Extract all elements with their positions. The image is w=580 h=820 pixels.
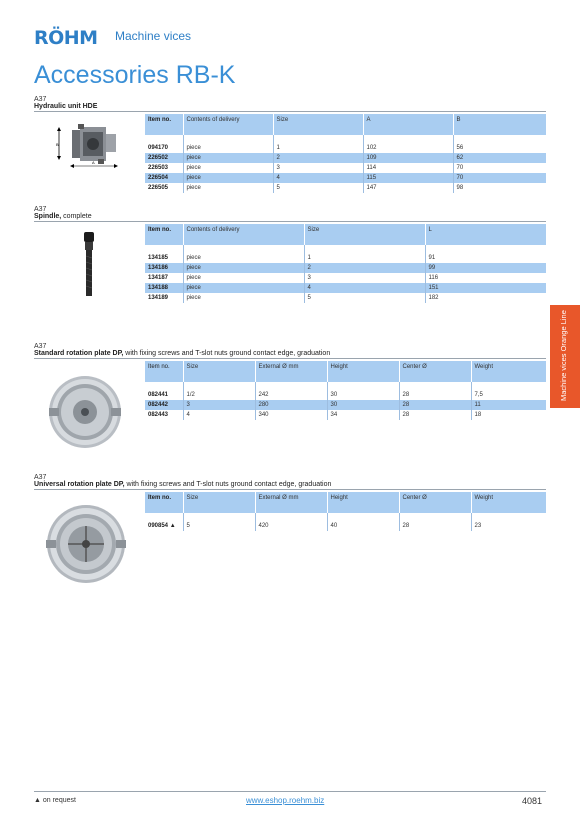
table-cell: 5 [183, 521, 255, 531]
column-header: Item no. [145, 492, 183, 513]
item-number: 226502 [145, 153, 183, 163]
table-row [145, 400, 546, 410]
brand-logo-text: RÖHM [34, 27, 98, 49]
table-cell: 3 [273, 163, 363, 173]
table-cell: 28 [399, 410, 471, 420]
table-cell: 2 [304, 263, 425, 273]
section-code: A37 [34, 96, 47, 103]
side-category-label: Machine vices Orange Line [559, 310, 568, 401]
item-number: 082442 [145, 400, 183, 410]
table-cell: piece [183, 173, 273, 183]
table-cell: 70 [453, 163, 546, 173]
page-title: Accessories RB-K [34, 61, 236, 89]
table-cell: 56 [453, 143, 546, 153]
column-header: Contents of delivery [183, 114, 273, 135]
item-number: 082443 [148, 412, 169, 418]
hydraulic-unit-image [50, 122, 130, 172]
column-header: Contents of delivery [183, 224, 304, 245]
table-cell: piece [183, 183, 273, 193]
column-header: Size [183, 361, 255, 382]
item-number: 082441 [148, 392, 169, 398]
column-header: External Ø mm [255, 492, 327, 513]
column-header: Size [273, 114, 363, 135]
section-title [34, 350, 330, 357]
section-title-bold: Hydraulic unit HDE [34, 103, 98, 110]
eshop-link[interactable]: www.eshop.roehm.biz [246, 796, 325, 805]
item-number: 134185 [148, 255, 169, 261]
table-cell: 2 [273, 153, 363, 163]
table-header [145, 114, 546, 135]
rotation-plate-image [47, 374, 123, 450]
table-row [145, 293, 546, 303]
table-cell: 34 [327, 410, 399, 420]
table-cell: 11 [471, 400, 546, 410]
table-cell: 420 [255, 521, 327, 531]
table-cell: 151 [425, 283, 546, 293]
item-number: 134186 [145, 263, 183, 273]
table-cell: piece [183, 153, 273, 163]
table-cell: 242 [255, 390, 327, 400]
table-cell: 99 [425, 263, 546, 273]
item-number: 134188 [145, 283, 183, 293]
column-header: Item no. [145, 224, 183, 245]
column-header: External Ø mm [255, 361, 327, 382]
spec-table [145, 224, 546, 303]
table-header [145, 492, 546, 513]
section-title [34, 103, 97, 110]
column-header: Item no. [145, 114, 183, 135]
section-title-rest: with fixing screws and T-slot nuts ground contact edge, graduation [123, 350, 331, 357]
table-cell: piece [183, 283, 304, 293]
table-cell: piece [183, 143, 273, 153]
table-cell: 23 [471, 521, 546, 531]
table-cell: 3 [183, 400, 255, 410]
table-cell: 4 [183, 410, 255, 420]
item-number: 134189 [148, 295, 169, 301]
table-header [145, 224, 546, 245]
header-category: Machine vices [115, 29, 192, 43]
table-cell: 1 [304, 253, 425, 263]
column-header: B [453, 114, 546, 135]
table-cell: 109 [363, 153, 453, 163]
table-cell: 1/2 [183, 390, 255, 400]
table-cell: piece [183, 263, 304, 273]
column-header: Center Ø [399, 361, 471, 382]
spec-table [145, 361, 546, 420]
table-cell: 102 [363, 143, 453, 153]
table-row [145, 253, 546, 263]
section-title-rest: complete [61, 213, 92, 220]
table-row [145, 410, 546, 420]
column-header: Height [327, 492, 399, 513]
table-cell: 114 [363, 163, 453, 173]
table-cell: piece [183, 253, 304, 263]
table-row [145, 173, 546, 183]
table-row [145, 143, 546, 153]
column-header: Size [183, 492, 255, 513]
svg-text:B: B [56, 142, 59, 147]
section-divider [34, 111, 546, 112]
item-number: 226504 [145, 173, 183, 183]
section-title-bold: Standard rotation plate DP, [34, 350, 124, 357]
table-row [145, 283, 546, 293]
table-cell: 91 [425, 253, 546, 263]
table-cell: 28 [399, 400, 471, 410]
table-cell: 340 [255, 410, 327, 420]
item-number: 094170 [148, 145, 169, 151]
brand-logo[interactable] [34, 27, 98, 49]
table-cell: 4 [304, 283, 425, 293]
section-divider [34, 358, 546, 359]
table-cell: piece [183, 163, 273, 173]
table-row [145, 390, 546, 400]
section-divider [34, 221, 546, 222]
table-cell: piece [183, 293, 304, 303]
table-row [145, 153, 546, 163]
table-header [145, 361, 546, 382]
footer-divider [34, 791, 546, 792]
column-header: Size [304, 224, 425, 245]
table-cell: 30 [327, 400, 399, 410]
column-header: Weight [471, 492, 546, 513]
table-row [145, 273, 546, 283]
section-code: A37 [34, 474, 47, 481]
column-header: Item no. [145, 361, 183, 382]
table-cell: 280 [255, 400, 327, 410]
table-cell: 62 [453, 153, 546, 163]
item-number: 134187 [148, 275, 169, 281]
item-number: 226503 [148, 165, 169, 171]
spec-table [145, 492, 546, 531]
item-number: 226505 [148, 185, 169, 191]
item-number: 090854 ▲ [148, 523, 176, 529]
column-header: A [363, 114, 453, 135]
page-number: 4081 [522, 796, 543, 806]
table-cell: piece [183, 273, 304, 283]
table-cell: 28 [399, 521, 471, 531]
universal-rotation-plate-image [45, 503, 127, 585]
table-cell: 98 [453, 183, 546, 193]
table-cell: 30 [327, 390, 399, 400]
section-code: A37 [34, 343, 47, 350]
spec-table [145, 114, 546, 193]
section-title-bold: Universal rotation plate DP, [34, 481, 125, 488]
table-row [145, 183, 546, 193]
column-header: Height [327, 361, 399, 382]
column-header: Center Ø [399, 492, 471, 513]
spindle-image [78, 230, 100, 300]
svg-text:A: A [92, 160, 95, 165]
section-title-rest: with fixing screws and T-slot nuts ground contact edge, graduation [124, 481, 332, 488]
table-cell: 182 [425, 293, 546, 303]
table-cell: 7,5 [471, 390, 546, 400]
table-cell: 18 [471, 410, 546, 420]
column-header: L [425, 224, 546, 245]
footer-note: ▲ on request [34, 797, 76, 804]
section-code: A37 [34, 206, 47, 213]
table-row [145, 263, 546, 273]
section-title [34, 481, 331, 488]
table-row [145, 163, 546, 173]
table-cell: 115 [363, 173, 453, 183]
table-cell: 116 [425, 273, 546, 283]
side-category-tab[interactable] [550, 305, 580, 408]
table-cell: 4 [273, 173, 363, 183]
table-cell: 5 [273, 183, 363, 193]
table-cell: 40 [327, 521, 399, 531]
table-row [145, 521, 546, 531]
section-title-bold: Spindle, [34, 213, 62, 220]
section-title [34, 213, 92, 220]
table-cell: 1 [273, 143, 363, 153]
table-cell: 28 [399, 390, 471, 400]
table-cell: 5 [304, 293, 425, 303]
column-header: Weight [471, 361, 546, 382]
table-cell: 70 [453, 173, 546, 183]
table-cell: 147 [363, 183, 453, 193]
section-divider [34, 489, 546, 490]
table-cell: 3 [304, 273, 425, 283]
